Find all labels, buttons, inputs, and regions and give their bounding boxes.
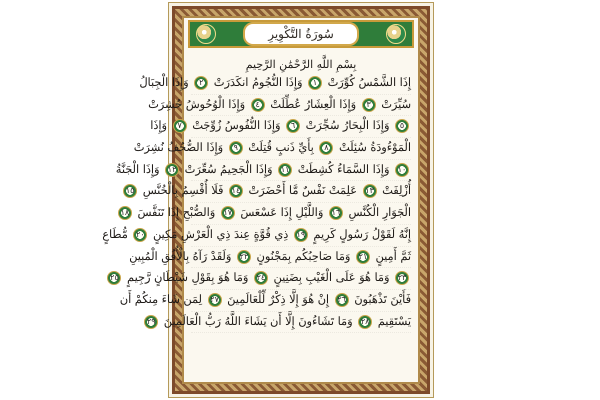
ayah-marker-icon: ٢٤ — [254, 271, 268, 285]
verse-text: عَلِمَتْ نَفْسٌ مَّا أَحْضَرَتْ — [244, 184, 357, 198]
verse-text: مُّطَاعٍ — [102, 227, 128, 241]
ayah-marker-icon: ٢٨ — [358, 315, 372, 329]
verse-text: وَاللَّيْلِ إِذَا عَسْعَسَ — [236, 206, 324, 220]
ayah-marker-icon: ١ — [308, 76, 322, 90]
verse-line — [115, 160, 411, 182]
verse-text: وَمَا تَشَاءُونَ إِلَّا أَن يَشَاءَ اللَّهُ رَبُّ الْعَالَمِينَ — [160, 314, 353, 328]
ayah-marker-icon: ١٣ — [363, 184, 377, 198]
ayah-marker-icon: ١٦ — [329, 206, 343, 220]
ayah-marker-icon: ١٥ — [123, 184, 137, 198]
ayah-marker-icon: ٥ — [395, 119, 409, 133]
verse-text: وَإِذَا الْعِشَارُ عُطِّلَتْ — [266, 97, 357, 111]
verse-text: ثَمَّ أَمِينٍ — [371, 249, 411, 263]
ayah-marker-icon: ٢٠ — [133, 228, 147, 242]
verse-text: أُزْلِفَتْ — [378, 184, 411, 198]
verse-line — [129, 247, 411, 269]
ayah-marker-icon: ١١ — [278, 163, 292, 177]
surah-header — [188, 20, 414, 48]
verse-text: إِذَا الشَّمْسُ كُوِّرَتْ — [324, 76, 411, 89]
verse-text: الْمَوْءُودَةُ سُئِلَتْ — [335, 141, 411, 155]
mushaf-page — [102, 2, 434, 398]
ayah-marker-icon: ٨ — [319, 141, 333, 155]
verse-line — [133, 138, 411, 160]
verse-text: الْجَوَارِ الْكُنَّسِ — [344, 206, 411, 220]
ayah-marker-icon: ٣ — [362, 98, 376, 112]
left-medallion-icon — [196, 24, 216, 44]
verse-text: بِأَيِّ ذَنبٍ قُتِلَتْ — [244, 141, 314, 155]
ayah-marker-icon: ٢٥ — [107, 271, 121, 285]
quran-text — [102, 54, 411, 378]
verse-line — [146, 312, 411, 334]
bismillah: بِسْمِ اللَّهِ الرَّحْمَٰنِ الرَّحِيمِ — [245, 58, 357, 71]
verse-text: وَإِذَا الْجَحِيمُ سُعِّرَتْ — [181, 162, 273, 176]
verse-text: لِمَن شَاءَ مِنكُمْ أَن — [119, 292, 202, 306]
verse-line — [139, 73, 411, 95]
verse-text: وَمَا هُوَ عَلَى الْغَيْبِ بِضَنِينٍ — [269, 271, 390, 285]
verse-text: وَإِذَا الصُّحُفُ نُشِرَتْ — [133, 141, 224, 155]
ornamental-border — [102, 6, 430, 394]
verse-text: وَإِذَا — [150, 119, 168, 133]
verse-text: وَإِذَا الْجَنَّةُ — [115, 162, 160, 176]
ayah-marker-icon: ١٠ — [395, 163, 409, 177]
verse-line — [110, 268, 411, 290]
ayah-marker-icon: ٢٣ — [395, 271, 409, 285]
verse-text: إِنْ هُوَ إِلَّا ذِكْرٌ لِّلْعَالَمِينَ — [223, 292, 330, 306]
ayah-marker-icon: ١٢ — [165, 163, 179, 177]
ayah-marker-icon: ٦ — [286, 119, 300, 133]
right-medallion-icon — [386, 24, 406, 44]
ayah-marker-icon: ٢٩ — [144, 315, 158, 329]
verse-text: فَأَيْنَ تَذْهَبُونَ — [350, 292, 411, 306]
ayah-marker-icon: ٢٦ — [335, 293, 349, 307]
verse-text: وَمَا صَاحِبُكُم بِمَجْنُونٍ — [252, 249, 351, 263]
verse-text: وَإِذَا السَّمَاءُ كُشِطَتْ — [294, 162, 390, 176]
verse-text: وَإِذَا النُّفُوسُ زُوِّجَتْ — [188, 119, 281, 133]
verse-line — [148, 95, 411, 117]
ayah-marker-icon: ١٤ — [229, 184, 243, 198]
ayah-marker-icon: ٢٧ — [208, 293, 222, 307]
verse-text: وَإِذَا الْوُحُوشُ حُشِرَتْ — [148, 97, 246, 111]
text-panel — [102, 16, 420, 384]
verse-text: إِنَّهُ لَقَوْلُ رَسُولٍ كَرِيمٍ — [309, 227, 411, 241]
ayah-marker-icon: ٢١ — [356, 250, 370, 264]
surah-title: سُورَةُ التَّكْوِيرِ — [243, 22, 359, 46]
verse-text: وَالصُّبْحِ إِذَا تَنَفَّسَ — [133, 206, 216, 220]
verse-text: وَإِذَا الْجِبَالُ — [139, 76, 189, 89]
verse-text: يَسْتَقِيمَ — [374, 314, 411, 328]
ayah-marker-icon: ٢٢ — [237, 250, 251, 264]
verse-line — [120, 203, 411, 225]
ayah-marker-icon: ٤ — [251, 98, 265, 112]
verse-text: وَإِذَا الْبِحَارُ سُجِّرَتْ — [302, 119, 390, 133]
verse-text: وَلَقَدْ رَآهُ بِالْأُفُقِ الْمُبِينِ — [129, 249, 232, 263]
verse-text: سُيِّرَتْ — [377, 97, 411, 111]
ayah-marker-icon: ١٧ — [221, 206, 235, 220]
verse-line — [125, 181, 411, 203]
ayah-marker-icon: ١٩ — [294, 228, 308, 242]
ayah-marker-icon: ٩ — [229, 141, 243, 155]
verse-text: وَإِذَا النُّجُومُ انكَدَرَتْ — [210, 76, 303, 89]
ayah-marker-icon: ٢ — [194, 76, 208, 90]
verse-lines — [102, 73, 411, 333]
verse-line — [119, 290, 411, 312]
verse-text: فَلَا أُقْسِمُ بِالْخُنَّسِ — [139, 184, 224, 198]
ayah-marker-icon: ١٨ — [118, 206, 132, 220]
verse-line — [150, 116, 411, 138]
verse-text: وَمَا هُوَ بِقَوْلِ شَيْطَانٍ رَّجِيمٍ — [123, 271, 249, 285]
verse-text: ذِي قُوَّةٍ عِندَ ذِي الْعَرْشِ مَكِينٍ — [149, 227, 289, 241]
ayah-marker-icon: ٧ — [173, 119, 187, 133]
verse-line — [102, 225, 411, 247]
